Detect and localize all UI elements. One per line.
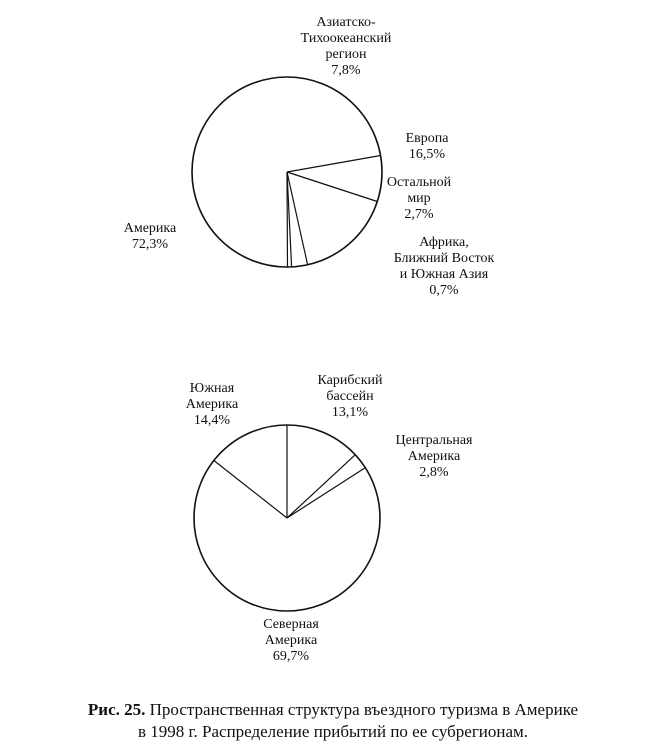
pie-chart-world-regions [124,15,495,298]
pie-slice-label: Африка, Ближний Восток и Южная Азия 0,7% [393,235,495,298]
figure-caption-line-2: в 1998 г. Распределение прибытий по ее субрегионам. [137,722,529,741]
pie-slice-label: Азиатско-Тихоокеанский регион 7,8% [300,15,392,78]
caption-text-1: Пространственная структура въездного туризма в Америке [145,700,579,719]
pie-slice-label: Карибский бассейн 13,1% [317,373,383,420]
pie-slice-label: Центральная Америка 2,8% [395,433,473,480]
pie-slice-label: Америка 72,3% [123,221,177,252]
figure-caption-line-1 [0,700,666,720]
pie-slice-label: Северная Америка 69,7% [263,617,319,664]
pie-slice-label: Южная Америка 14,4% [185,381,239,428]
pie-slice-label: Остальной мир 2,7% [386,175,452,222]
figure-number: Рис. 25. [87,700,146,719]
pie-chart-america-subregions [186,373,473,664]
pie-slice-label: Европа 16,5% [405,131,449,162]
pie-slice-boundary [287,172,288,267]
